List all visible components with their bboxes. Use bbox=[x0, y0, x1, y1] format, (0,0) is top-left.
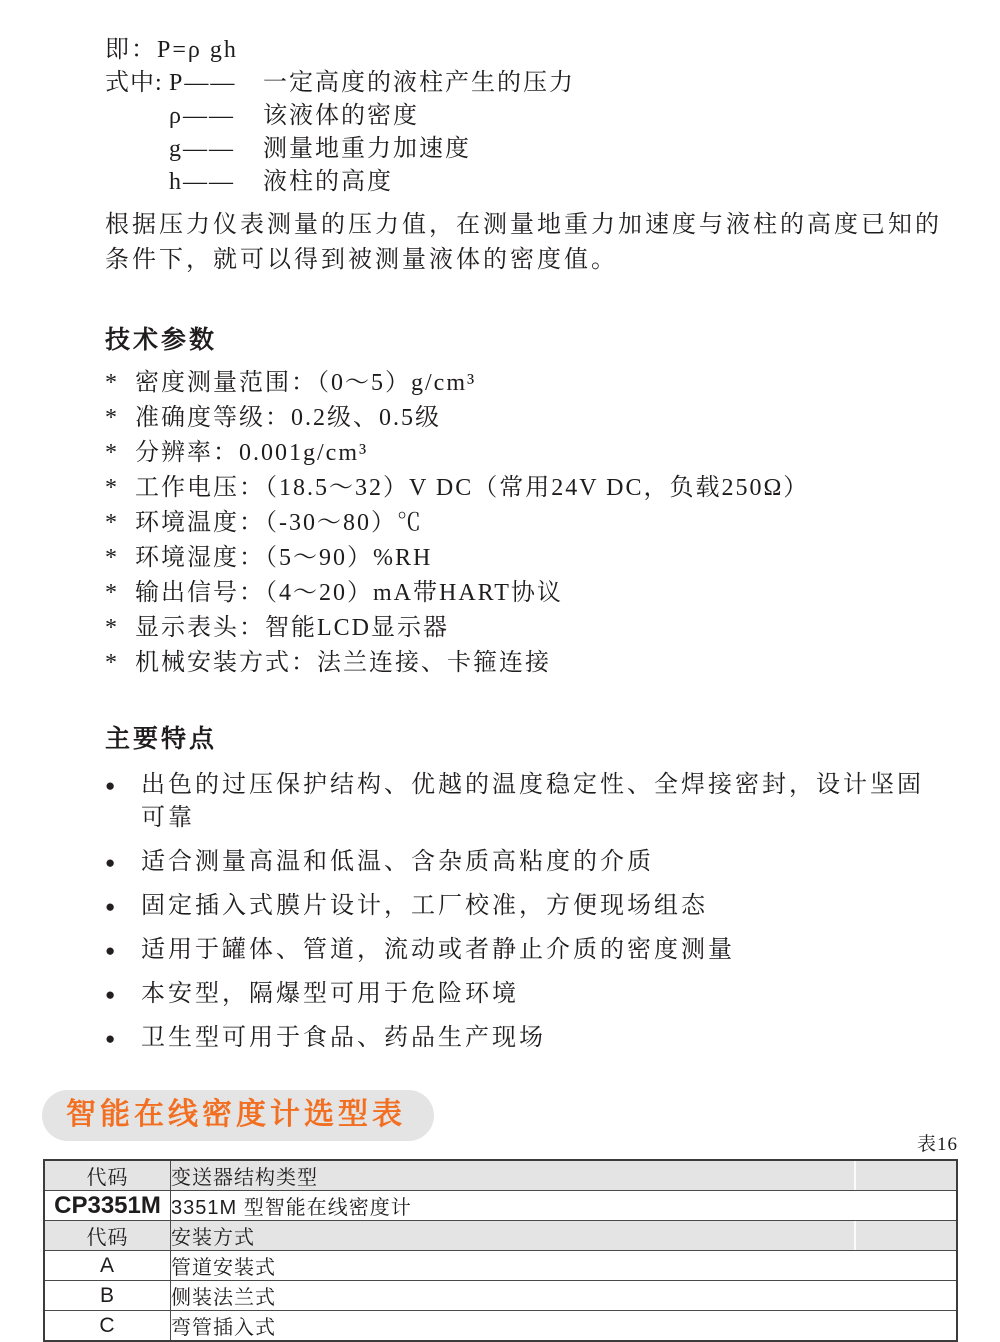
tech-param-text: 分辨率：0.001g/cm³ bbox=[135, 440, 369, 466]
asterisk-marker: * bbox=[105, 545, 119, 571]
tech-param-text: 机械安装方式：法兰连接、卡箍连接 bbox=[135, 650, 551, 676]
selection-title-pill bbox=[42, 1090, 434, 1141]
option-code-cell: C bbox=[44, 1311, 171, 1342]
formula-section bbox=[105, 34, 1000, 278]
selection-table bbox=[43, 1159, 958, 1342]
asterisk-marker: * bbox=[105, 475, 119, 501]
formula-def-term: ρ—— bbox=[169, 103, 235, 129]
feature-text: 固定插入式膜片设计，工厂校准，方便现场组态 bbox=[141, 893, 708, 919]
feature-item bbox=[105, 890, 1000, 923]
option-desc-cell: 管道安装式 bbox=[171, 1251, 958, 1281]
model-desc-cell: 3351M 型智能在线密度计 bbox=[171, 1191, 958, 1221]
formula-def-prefix: 式中: bbox=[105, 70, 163, 96]
feature-item bbox=[105, 934, 1000, 967]
formula-def-term: g—— bbox=[169, 136, 235, 162]
feature-item bbox=[105, 978, 1000, 1011]
formula-def-prefix bbox=[105, 166, 169, 199]
table-header-row bbox=[44, 1221, 957, 1251]
tech-param-item bbox=[105, 436, 1000, 471]
code-header-cell: 代码 bbox=[44, 1160, 171, 1191]
bullet-icon: ● bbox=[105, 853, 119, 872]
bullet-icon: ● bbox=[105, 985, 119, 1004]
tech-params-heading: 技术参数 bbox=[105, 327, 218, 354]
feature-item bbox=[105, 846, 1000, 879]
formula-def-desc: 一定高度的液柱产生的压力 bbox=[263, 70, 575, 96]
tech-param-text: 环境湿度：（5～90）%RH bbox=[135, 545, 433, 571]
tech-param-text: 显示表头：智能LCD显示器 bbox=[135, 615, 449, 641]
table-row bbox=[44, 1251, 957, 1281]
table-row bbox=[44, 1311, 957, 1342]
features-section bbox=[105, 719, 1000, 1055]
asterisk-marker: * bbox=[105, 440, 119, 466]
asterisk-marker: * bbox=[105, 405, 119, 431]
tech-param-item bbox=[105, 506, 1000, 541]
desc-header-cell: 变送器结构类型 bbox=[171, 1160, 958, 1191]
tech-param-item bbox=[105, 611, 1000, 646]
bullet-icon: ● bbox=[105, 776, 119, 795]
formula-def-prefix bbox=[105, 133, 169, 166]
bullet-icon: ● bbox=[105, 941, 119, 960]
option-code-cell: B bbox=[44, 1281, 171, 1311]
bullet-icon: ● bbox=[105, 1029, 119, 1048]
feature-text: 适合测量高温和低温、含杂质高粘度的介质 bbox=[141, 849, 654, 875]
tech-param-item bbox=[105, 471, 1000, 506]
tech-param-text: 环境温度：（-30～80）℃ bbox=[135, 510, 423, 536]
formula-def-desc: 液柱的高度 bbox=[263, 169, 393, 195]
feature-item bbox=[105, 769, 1000, 835]
tech-param-item bbox=[105, 401, 1000, 436]
formula-definition-row bbox=[105, 166, 1000, 199]
asterisk-marker: * bbox=[105, 650, 119, 676]
asterisk-marker: * bbox=[105, 370, 119, 396]
formula-def-desc: 测量地重力加速度 bbox=[263, 136, 471, 162]
features-heading: 主要特点 bbox=[105, 726, 218, 753]
tech-params-section bbox=[105, 320, 1000, 681]
formula-def-prefix bbox=[105, 100, 169, 133]
tech-param-item bbox=[105, 646, 1000, 681]
feature-text: 适用于罐体、管道，流动或者静止介质的密度测量 bbox=[141, 937, 735, 963]
bullet-icon: ● bbox=[105, 897, 119, 916]
model-code-cell: CP3351M bbox=[44, 1191, 171, 1221]
feature-text: 本安型，隔爆型可用于危险环境 bbox=[141, 981, 519, 1007]
feature-text: 卫生型可用于食品、药品生产现场 bbox=[141, 1025, 546, 1051]
formula-definition-row bbox=[105, 133, 1000, 166]
table-row bbox=[44, 1191, 957, 1221]
code-header-cell: 代码 bbox=[44, 1221, 171, 1251]
tech-param-text: 密度测量范围：（0～5）g/cm³ bbox=[135, 370, 477, 396]
formula-def-term: h—— bbox=[169, 169, 235, 195]
formula-note: 根据压力仪表测量的压力值，在测量地重力加速度与液柱的高度已知的条件下，就可以得到被测量液体的密度值。 bbox=[105, 212, 942, 273]
asterisk-marker: * bbox=[105, 615, 119, 641]
formula-definition-row bbox=[105, 100, 1000, 133]
desc-header-cell: 安装方式 bbox=[171, 1221, 958, 1251]
tech-param-text: 准确度等级：0.2级、0.5级 bbox=[135, 405, 441, 431]
feature-text: 出色的过压保护结构、优越的温度稳定性、全焊接密封，设计坚固可靠 bbox=[141, 772, 924, 831]
asterisk-marker: * bbox=[105, 580, 119, 606]
selection-title: 智能在线密度计选型表 bbox=[66, 1098, 406, 1131]
table-row bbox=[44, 1281, 957, 1311]
formula-intro: 即：P=ρ gh bbox=[105, 37, 238, 63]
tech-param-item bbox=[105, 541, 1000, 576]
tech-param-item bbox=[105, 576, 1000, 611]
tech-param-item bbox=[105, 366, 1000, 401]
formula-definition-row bbox=[105, 67, 1000, 100]
option-desc-cell: 弯管插入式 bbox=[171, 1311, 958, 1342]
tech-param-text: 输出信号：（4～20）mA带HART协议 bbox=[135, 580, 563, 606]
formula-def-term: P—— bbox=[169, 70, 237, 96]
table-header-row bbox=[44, 1160, 957, 1191]
selection-section bbox=[0, 1066, 1000, 1342]
asterisk-marker: * bbox=[105, 510, 119, 536]
table-number-label: 表16 bbox=[916, 1134, 958, 1155]
tech-param-text: 工作电压：（18.5～32）V DC（常用24V DC，负载250Ω） bbox=[135, 475, 810, 501]
option-desc-cell: 侧装法兰式 bbox=[171, 1281, 958, 1311]
feature-item bbox=[105, 1022, 1000, 1055]
option-code-cell: A bbox=[44, 1251, 171, 1281]
formula-def-desc: 该液体的密度 bbox=[263, 103, 419, 129]
